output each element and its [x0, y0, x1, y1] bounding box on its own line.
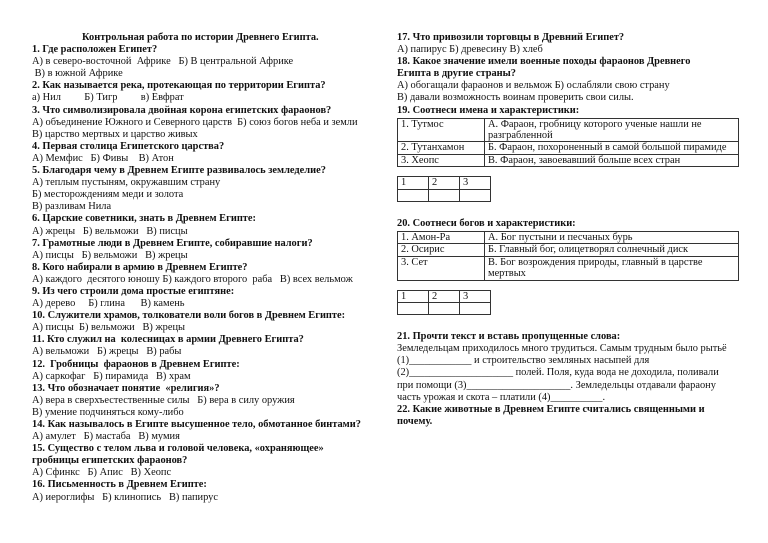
table-cell: 3. Хеопс	[398, 154, 485, 166]
answer-cell[interactable]	[460, 189, 491, 201]
answer-options: А) объединение Южного и Северного царств Б) союз богов неба и земли	[32, 116, 358, 128]
question-22-line-1: 22. Какие животные в Древнем Египте считались священными и	[397, 403, 705, 415]
question-21: 21. Прочти текст и вставь пропущенные слова:	[397, 331, 621, 343]
question-line: 5. Благодаря чему в Древнем Египте развивалось земледелие?	[32, 165, 326, 177]
table-cell: Б. Фараон, похороненный в самой большой пирамиде	[485, 142, 739, 154]
grid-cell: 2	[429, 177, 460, 190]
answer-cell[interactable]	[398, 189, 429, 201]
passage-line: часть урожая и скота – платили (4)__________.	[397, 391, 606, 403]
answer-options: А) Сфинкс Б) Апис В) Хеопс	[32, 467, 172, 479]
question-22-line-2: почему.	[397, 415, 433, 427]
answer-cell[interactable]	[429, 189, 460, 201]
question-line: 11. Кто служил на колесницах в армии Древнего Египта?	[32, 334, 304, 346]
left-column	[32, 32, 374, 504]
question-line: 6. Царские советники, знать в Древнем Египте:	[32, 213, 256, 225]
answer-options: В) умение подчиняться кому-либо	[32, 406, 184, 418]
answer-grid-19	[397, 176, 491, 202]
question-line: 8. Кого набирали в армию в Древнем Египте?	[32, 261, 248, 273]
answer-options: А) иероглифы Б) клинопись В) папирус	[32, 491, 218, 503]
passage-line: при помощи (3)____________________. Земледельцы отдавали фараону	[397, 379, 716, 391]
answer-options: А) каждого десятого юношу Б) каждого второго раба В) всех вельмож	[32, 273, 353, 285]
answer-grid-20	[397, 290, 491, 316]
answer-options: А) вельможи Б) жрецы В) рабы	[32, 346, 182, 358]
match-table-19	[397, 118, 739, 168]
table-cell: В. Бог возрождения природы, главный в царстве мертвых	[485, 256, 739, 280]
answer-options: А) в северо-восточной Африке Б) В центральной Африке	[32, 56, 294, 68]
grid-cell: 3	[460, 177, 491, 190]
question-line: 9. Из чего строили дома простые египтяне:	[32, 285, 235, 297]
answer-cell[interactable]	[429, 303, 460, 315]
question-line: 1. Где расположен Египет?	[32, 44, 158, 56]
answer-options: А) писцы Б) вельможи В) жрецы	[32, 249, 188, 261]
grid-cell: 2	[429, 290, 460, 303]
answer-cell[interactable]	[398, 303, 429, 315]
left-question-list	[32, 44, 374, 504]
question-17: 17. Что привозили торговцы в Древний Египет?	[397, 32, 625, 43]
table-row	[398, 118, 739, 142]
table-row	[398, 256, 739, 280]
question-line: 2. Как называется река, протекающая по территории Египта?	[32, 80, 326, 92]
table-cell: 3. Сет	[398, 256, 485, 280]
answer-options-18-line-2: В) давали возможность воинам проверить свои силы.	[397, 92, 634, 104]
answer-options: Б) месторождениям меди и золота	[32, 189, 184, 201]
answer-options: А) жрецы Б) вельможи В) писцы	[32, 225, 188, 237]
right-column	[397, 32, 742, 428]
answer-options-18-line-1: А) обогащали фараонов и вельмож Б) ослабляли свою страну	[397, 80, 670, 92]
table-row	[398, 290, 491, 303]
answer-options: а) Нил Б) Тигр в) Евфрат	[32, 92, 184, 104]
passage-line: (1)____________ и строительство земляных насыпей для	[397, 355, 650, 367]
grid-cell: 1	[398, 290, 429, 303]
match-table-20	[397, 231, 739, 281]
answer-options: В) в южной Африке	[32, 68, 123, 80]
question-18-line-1: 18. Какое значение имели военные походы фараонов Древнего	[397, 56, 691, 68]
answer-options: А) Мемфис Б) Фивы В) Атон	[32, 152, 174, 164]
answer-options: В) разливам Нила	[32, 201, 112, 213]
answer-options: В) царство мертвых и царство живых	[32, 128, 198, 140]
grid-cell: 3	[460, 290, 491, 303]
answer-options: А) дерево Б) глина В) камень	[32, 298, 185, 310]
table-row	[398, 177, 491, 190]
table-row	[398, 189, 491, 201]
table-row	[398, 142, 739, 154]
table-row	[398, 154, 739, 166]
table-row	[398, 244, 739, 256]
answer-cell[interactable]	[460, 303, 491, 315]
answer-options: А) теплым пустыням, окружавшим страну	[32, 177, 221, 189]
table-cell: 2. Осирис	[398, 244, 485, 256]
table-cell: А. Бог пустыни и песчаных бурь	[485, 231, 739, 243]
question-line: гробницы египетских фараонов?	[32, 455, 188, 467]
grid-cell: 1	[398, 177, 429, 190]
question-line: 15. Существо с телом льва и головой человека, «охраняющее»	[32, 443, 324, 455]
table-row	[398, 231, 739, 243]
question-line: 16. Письменность в Древнем Египте:	[32, 479, 207, 491]
question-20: 20. Соотнеси богов и характеристики:	[397, 217, 576, 229]
question-19: 19. Соотнеси имена и характеристики:	[397, 104, 580, 116]
table-cell: 2. Тутанхамон	[398, 142, 485, 154]
table-cell: В. Фараон, завоевавший больше всех стран	[485, 154, 739, 166]
question-line: 4. Первая столица Египетского царства?	[32, 140, 225, 152]
passage-line: Земледельцам приходилось много трудиться. Самым трудным было рытьё	[397, 343, 727, 355]
answer-options: А) саркофаг Б) пирамида В) храм	[32, 370, 191, 382]
table-row	[398, 303, 491, 315]
answer-options: А) амулет Б) мастаба В) мумия	[32, 431, 180, 443]
worksheet-title: Контрольная работа по истории Древнего Египта.	[82, 32, 319, 43]
table-cell: Б. Главный бог, олицетворял солнечный диск	[485, 244, 739, 256]
question-line: 12. Гробницы фараонов в Древнем Египте:	[32, 358, 240, 370]
table-cell: 1. Амон-Ра	[398, 231, 485, 243]
passage-line: (2)____________________ полей. Поля, куда вода не доходила, поливали	[397, 367, 719, 379]
table-cell: 1. Тутмос	[398, 118, 485, 142]
question-18-line-2: Египта в другие страны?	[397, 68, 516, 80]
question-line: 14. Как называлось в Египте высушенное тело, обмотанное бинтами?	[32, 419, 361, 430]
question-line: 10. Служители храмов, толкователи воли богов в Древнем Египте:	[32, 310, 346, 322]
answer-options: А) писцы Б) вельможи В) жрецы	[32, 322, 185, 334]
answer-options: А) вера в сверхъестественные силы Б) вера в силу оружия	[32, 394, 295, 406]
table-cell: А. Фараон, гробницу которого ученые нашли не разграбленной	[485, 118, 739, 142]
question-line: 7. Грамотные люди в Древнем Египте, собиравшие налоги?	[32, 237, 313, 249]
question-line: 13. Что обозначает понятие «религия»?	[32, 382, 220, 394]
question-line: 3. Что символизировала двойная корона египетских фараонов?	[32, 104, 332, 116]
answer-options-17: А) папирус Б) древесину В) хлеб	[397, 44, 543, 56]
